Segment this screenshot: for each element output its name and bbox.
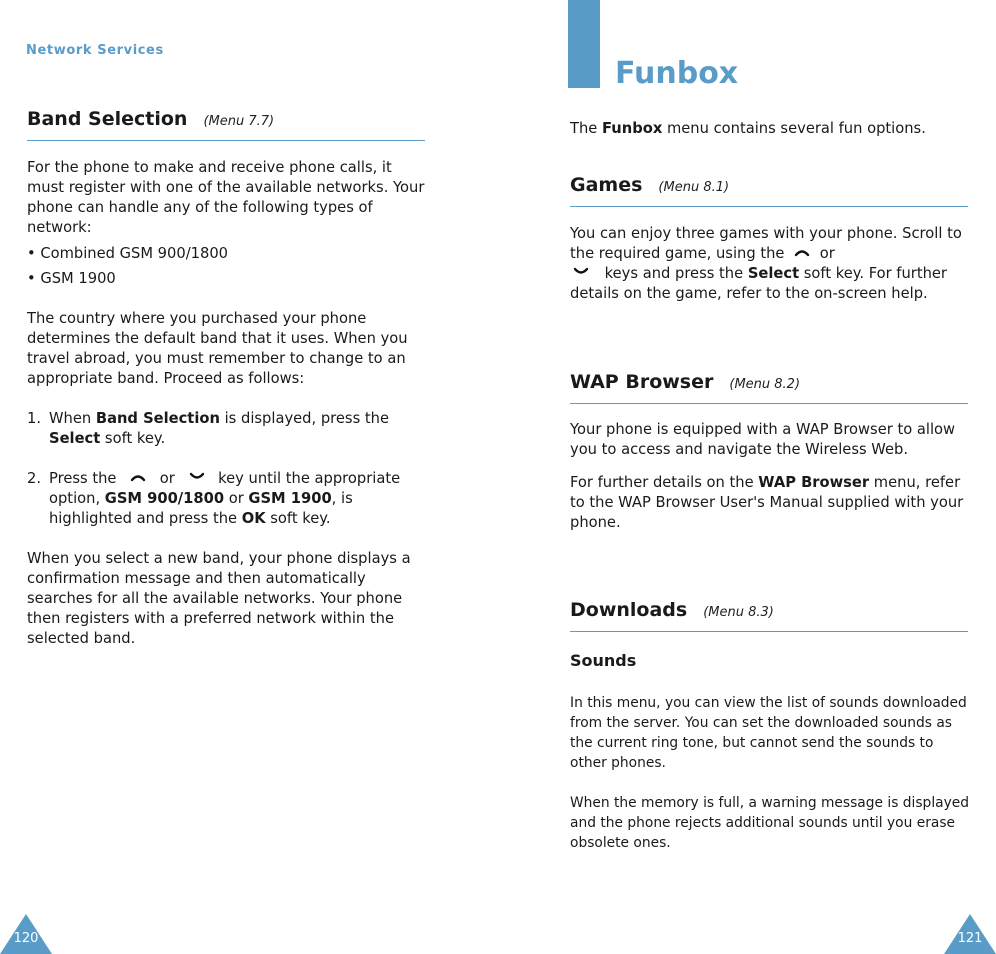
- downloads-title: Downloads: [570, 599, 688, 621]
- up-scroll-key-icon: [121, 472, 155, 486]
- step-text: or: [155, 470, 180, 487]
- downloads-heading: [570, 599, 774, 621]
- games-text: or: [815, 245, 835, 262]
- sounds-subheading: Sounds: [570, 651, 637, 670]
- page-number: 121: [957, 931, 983, 946]
- games-body: [570, 224, 975, 304]
- bullet-item: • Combined GSM 900/1800: [27, 245, 229, 262]
- downloads-paragraph: In this menu, you can view the list of sounds downloaded from the server. You can set the downloaded sounds as the current ring tone, but cannot send the sounds to other phones.: [570, 695, 967, 771]
- intro-bold: Funbox: [602, 120, 663, 137]
- up-scroll-key-icon: [789, 247, 815, 261]
- page-number: 120: [13, 931, 39, 946]
- step-bold: Band Selection: [95, 410, 220, 427]
- downloads-body: [570, 693, 970, 853]
- wap-paragraph: Your phone is equipped with a WAP Browser to allow you to access and navigate the Wireless Web.: [570, 421, 956, 458]
- section-divider: [570, 631, 968, 632]
- closing-paragraph: When you select a new band, your phone displays a confirmation message and then automatically searches for all the available networks. Your phone then registers with a preferred network within the selected band.: [27, 550, 411, 647]
- step-text: is displayed, press the: [219, 410, 389, 427]
- games-text: soft key. For further details on the game, refer to the on-screen help.: [570, 265, 947, 302]
- down-scroll-key-icon: [570, 267, 592, 281]
- bullet-item: • GSM 1900: [27, 270, 116, 287]
- chapter-tab-bar: [568, 0, 600, 88]
- band-intro: For the phone to make and receive phone calls, it must register with one of the available networks. Your phone can handle any of the following types of network:: [27, 159, 425, 236]
- step-text: or: [224, 490, 249, 507]
- step-number: 1.: [27, 410, 42, 427]
- section-divider: [570, 206, 968, 207]
- games-bold: Select: [747, 265, 800, 282]
- chapter-title: Funbox: [615, 56, 739, 91]
- intro-text: The: [570, 120, 602, 137]
- running-head: Network Services: [26, 43, 164, 58]
- country-paragraph: The country where you purchased your phone determines the default band that it uses. When you travel abroad, you must remember to change to an appropriate band. Proceed as follows:: [27, 310, 408, 387]
- intro-text: menu contains several fun options.: [662, 120, 926, 137]
- wap-bold: WAP Browser: [758, 474, 870, 491]
- games-text: You can enjoy three games with your phone. Scroll to the required game, using the: [570, 225, 962, 262]
- band-selection-menu-ref: (Menu 7.7): [203, 114, 275, 129]
- step-text: key until the appropriate option,: [49, 470, 401, 507]
- step-text: When: [49, 410, 96, 427]
- step-bold: GSM 1900: [248, 490, 332, 507]
- games-text: keys and press the: [600, 265, 748, 282]
- wap-text: menu, refer to the WAP Browser User's Manual supplied with your phone.: [570, 474, 964, 531]
- step-text: Press the: [49, 470, 122, 487]
- step-text: , is highlighted and press the: [49, 490, 353, 527]
- games-menu-ref: (Menu 8.1): [658, 180, 730, 195]
- down-scroll-key-icon: [180, 472, 214, 486]
- step-2: [27, 469, 427, 529]
- step-bold: OK: [241, 510, 266, 527]
- games-heading: [570, 174, 729, 196]
- downloads-paragraph-2: When the memory is full, a warning message is displayed and the phone rejects additional sounds until you erase obsolete ones.: [570, 795, 970, 851]
- step-bold: GSM 900/1800: [104, 490, 225, 507]
- section-divider: [27, 140, 425, 141]
- step-text: soft key.: [100, 430, 166, 447]
- step-text: soft key.: [265, 510, 331, 527]
- games-title: Games: [570, 174, 643, 196]
- band-selection-body: [27, 158, 427, 649]
- band-selection-heading: [27, 108, 274, 130]
- band-selection-title: Band Selection: [27, 108, 188, 130]
- step-bold: Select: [49, 430, 101, 447]
- downloads-menu-ref: (Menu 8.3): [703, 605, 774, 620]
- section-divider: [570, 403, 968, 404]
- wap-body: [570, 420, 975, 533]
- wap-title: WAP Browser: [570, 371, 714, 393]
- wap-heading: [570, 371, 800, 393]
- funbox-intro: [570, 119, 980, 139]
- step-number: 2.: [27, 470, 42, 487]
- wap-text: For further details on the: [570, 474, 759, 491]
- wap-paragraph-2: [570, 473, 975, 533]
- step-1: [27, 409, 427, 449]
- wap-menu-ref: (Menu 8.2): [729, 377, 801, 392]
